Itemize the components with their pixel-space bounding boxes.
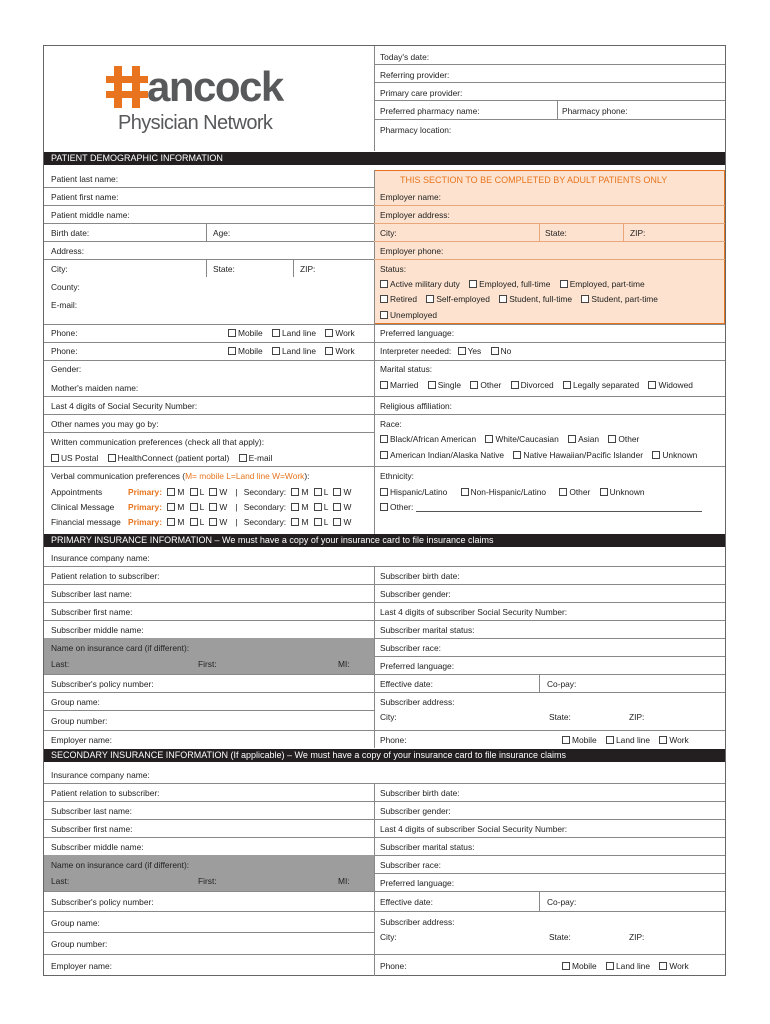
todays-date-label: Today's date:	[380, 52, 430, 62]
secondary-sub-marital-label: Subscriber marital status:	[380, 842, 475, 852]
verbal-row-appointments: Appointments	[51, 487, 103, 497]
checkbox[interactable]	[461, 488, 469, 496]
secondary-sub-race-label: Subscriber race:	[380, 860, 441, 870]
preferred-pharmacy-label: Preferred pharmacy name:	[380, 106, 480, 116]
checkbox[interactable]	[108, 454, 116, 462]
patient-last-name-label: Patient last name:	[51, 174, 119, 184]
checkbox[interactable]	[209, 503, 217, 511]
address-label: Address:	[51, 246, 85, 256]
checkbox[interactable]	[190, 488, 198, 496]
checkbox[interactable]	[380, 488, 388, 496]
primary-sub-marital-label: Subscriber marital status:	[380, 625, 475, 635]
checkbox[interactable]	[325, 329, 333, 337]
checkbox[interactable]	[272, 329, 280, 337]
patient-middle-name-label: Patient middle name:	[51, 210, 130, 220]
secondary-relation-label: Patient relation to subscriber:	[51, 788, 160, 798]
secondary-sub-address-label: Subscriber address:	[380, 917, 455, 927]
checkbox[interactable]	[333, 518, 341, 526]
primary-sub-ssn-label: Last 4 digits of subscriber Social Security Number:	[380, 607, 568, 617]
referring-provider-label: Referring provider:	[380, 70, 450, 80]
secondary-group-number-label: Group number:	[51, 939, 108, 949]
primary-state-label: State:	[549, 712, 571, 722]
secondary-state-label: State:	[549, 932, 571, 942]
checkbox[interactable]	[291, 518, 299, 526]
status-options-row2: Retired Self-employed Student, full-time Student, part-time	[380, 294, 665, 304]
ethnicity-other: Other:	[380, 502, 413, 512]
interpreter-row: Interpreter needed: Yes No	[380, 346, 512, 356]
demographic-header: PATIENT DEMOGRAPHIC INFORMATION	[44, 152, 725, 165]
checkbox[interactable]	[560, 280, 568, 288]
phone-label-1: Phone:	[51, 328, 78, 338]
checkbox[interactable]	[469, 280, 477, 288]
secondary-phone-types: Mobile Land line Work	[562, 961, 696, 971]
primary-pref-lang-label: Preferred language:	[380, 661, 455, 671]
county-label: County:	[51, 282, 80, 292]
checkbox[interactable]	[426, 295, 434, 303]
primary-effective-label: Effective date:	[380, 679, 433, 689]
marital-options: Married Single Other Divorced Legally separated Widowed	[380, 380, 700, 390]
secondary-employer-label: Employer name:	[51, 961, 112, 971]
employer-name-label: Employer name:	[380, 192, 441, 202]
checkbox[interactable]	[428, 381, 436, 389]
secondary-card-first-label: First:	[198, 876, 217, 886]
employer-address-label: Employer address:	[380, 210, 450, 220]
primary-phone-types: Mobile Land line Work	[562, 735, 696, 745]
primary-sub-first-label: Subscriber first name:	[51, 607, 133, 617]
primary-sub-gender-label: Subscriber gender:	[380, 589, 451, 599]
primary-insurance-header: PRIMARY INSURANCE INFORMATION – We must have a copy of your insurance card to file insurance claims	[44, 534, 725, 547]
secondary-zip-label: ZIP:	[629, 932, 645, 942]
checkbox[interactable]	[562, 736, 570, 744]
checkbox[interactable]	[380, 451, 388, 459]
secondary-group-name-label: Group name:	[51, 918, 100, 928]
pharmacy-location-label: Pharmacy location:	[380, 125, 452, 135]
status-options-row3: Unemployed	[380, 310, 444, 320]
adult-city-label: City:	[380, 228, 397, 238]
verbal-options-clinical: Primary: M L W | Secondary: M L W	[128, 502, 352, 512]
checkbox[interactable]	[652, 451, 660, 459]
secondary-sub-last-label: Subscriber last name:	[51, 806, 132, 816]
checkbox[interactable]	[333, 488, 341, 496]
checkbox[interactable]	[568, 435, 576, 443]
checkbox[interactable]	[314, 488, 322, 496]
primary-group-number-label: Group number:	[51, 716, 108, 726]
primary-card-mi-label: MI:	[338, 659, 350, 669]
hancock-logo	[44, 46, 374, 152]
status-label: Status:	[380, 264, 407, 274]
written-pref-options: US Postal HealthConnect (patient portal) E-mail	[51, 453, 279, 463]
gender-label: Gender:	[51, 364, 82, 374]
secondary-card-last-label: Last:	[51, 876, 70, 886]
checkbox[interactable]	[209, 488, 217, 496]
verbal-row-financial: Financial message	[51, 517, 121, 527]
written-pref-label: Written communication preferences (check all that apply):	[51, 437, 265, 447]
primary-card-name-label: Name on insurance card (if different):	[51, 643, 190, 653]
checkbox[interactable]	[51, 454, 59, 462]
primary-sub-middle-label: Subscriber middle name:	[51, 625, 144, 635]
preferred-language-label: Preferred language:	[380, 328, 455, 338]
status-options-row1: Active military duty Employed, full-time Employed, part-time	[380, 279, 652, 289]
verbal-pref-label: Verbal communication preferences (M= mobile L=Land line W=Work):	[51, 471, 310, 481]
checkbox[interactable]	[380, 381, 388, 389]
maiden-name-label: Mother's maiden name:	[51, 383, 139, 393]
checkbox[interactable]	[272, 347, 280, 355]
adult-state-label: State:	[545, 228, 567, 238]
primary-group-name-label: Group name:	[51, 697, 100, 707]
adult-section-banner: THIS SECTION TO BE COMPLETED BY ADULT PATIENTS ONLY	[400, 175, 668, 185]
secondary-sub-first-label: Subscriber first name:	[51, 824, 133, 834]
checkbox[interactable]	[511, 381, 519, 389]
primary-company-label: Insurance company name:	[51, 553, 150, 563]
race-options-row1: Black/African American White/Caucasian Asian Other	[380, 434, 646, 444]
primary-relation-label: Patient relation to subscriber:	[51, 571, 160, 581]
secondary-sub-ssn-label: Last 4 digits of subscriber Social Security Number:	[380, 824, 568, 834]
ethnicity-options: Hispanic/Latino Non-Hispanic/Latino Other Unknown	[380, 487, 652, 497]
email-label: E-mail:	[51, 300, 78, 310]
checkbox[interactable]	[559, 488, 567, 496]
logo-subtitle: Physician Network	[118, 112, 273, 134]
secondary-phone-label: Phone:	[380, 961, 407, 971]
checkbox[interactable]	[380, 280, 388, 288]
registration-form	[43, 45, 726, 976]
checkbox[interactable]	[228, 347, 236, 355]
checkbox[interactable]	[228, 329, 236, 337]
checkbox[interactable]	[209, 518, 217, 526]
primary-sub-birth-label: Subscriber birth date:	[380, 571, 460, 581]
verbal-options-appointments: Primary: M L W | Secondary: M L W	[128, 487, 352, 497]
checkbox[interactable]	[239, 454, 247, 462]
secondary-card-mi-label: MI:	[338, 876, 350, 886]
checkbox[interactable]	[333, 503, 341, 511]
secondary-city-label: City:	[380, 932, 397, 942]
checkbox[interactable]	[581, 295, 589, 303]
primary-sub-address-label: Subscriber address:	[380, 697, 455, 707]
city-label: City:	[51, 264, 68, 274]
primary-employer-label: Employer name:	[51, 735, 112, 745]
checkbox[interactable]	[190, 518, 198, 526]
primary-policy-label: Subscriber's policy number:	[51, 679, 154, 689]
secondary-pref-lang-label: Preferred language:	[380, 878, 455, 888]
ethnicity-label: Ethnicity:	[380, 471, 414, 481]
checkbox[interactable]	[190, 503, 198, 511]
primary-city-label: City:	[380, 712, 397, 722]
checkbox[interactable]	[167, 518, 175, 526]
ssn-label: Last 4 digits of Social Security Number:	[51, 401, 198, 411]
employer-phone-label: Employer phone:	[380, 246, 444, 256]
primary-card-last-label: Last:	[51, 659, 70, 669]
checkbox[interactable]	[314, 503, 322, 511]
checkbox[interactable]	[325, 347, 333, 355]
race-label: Race:	[380, 419, 402, 429]
secondary-insurance-header: SECONDARY INSURANCE INFORMATION (If applicable) – We must have a copy of your insurance card to file insurance claims	[44, 749, 725, 762]
race-options-row2: American Indian/Alaska Native Native Hawaiian/Pacific Islander Unknown	[380, 450, 704, 460]
checkbox[interactable]	[563, 381, 571, 389]
checkbox[interactable]	[600, 488, 608, 496]
checkbox[interactable]	[380, 295, 388, 303]
verbal-options-financial: Primary: M L W | Secondary: M L W	[128, 517, 352, 527]
checkbox[interactable]	[659, 736, 667, 744]
phone-type-options-2: Mobile Land line Work	[228, 346, 362, 356]
primary-phone-label: Phone:	[380, 735, 407, 745]
primary-sub-race-label: Subscriber race:	[380, 643, 441, 653]
secondary-card-name-label: Name on insurance card (if different):	[51, 860, 190, 870]
marital-status-label: Marital status:	[380, 364, 433, 374]
checkbox[interactable]	[608, 435, 616, 443]
primary-zip-label: ZIP:	[629, 712, 645, 722]
secondary-copay-label: Co-pay:	[547, 897, 577, 907]
logo-wordmark: ancock	[147, 63, 283, 110]
checkbox[interactable]	[167, 488, 175, 496]
checkbox[interactable]	[485, 435, 493, 443]
secondary-company-label: Insurance company name:	[51, 770, 150, 780]
pharmacy-phone-label: Pharmacy phone:	[562, 106, 628, 116]
checkbox[interactable]	[291, 488, 299, 496]
religion-label: Religious affiliation:	[380, 401, 453, 411]
checkbox[interactable]	[491, 347, 499, 355]
checkbox[interactable]	[380, 311, 388, 319]
checkbox[interactable]	[314, 518, 322, 526]
checkbox[interactable]	[458, 347, 466, 355]
ethnicity-other-line[interactable]	[416, 511, 702, 512]
checkbox[interactable]	[659, 962, 667, 970]
primary-copay-label: Co-pay:	[547, 679, 577, 689]
verbal-row-clinical: Clinical Message	[51, 502, 115, 512]
checkbox[interactable]	[513, 451, 521, 459]
secondary-policy-label: Subscriber's policy number:	[51, 897, 154, 907]
checkbox[interactable]	[499, 295, 507, 303]
checkbox[interactable]	[167, 503, 175, 511]
age-label: Age:	[213, 228, 231, 238]
adult-zip-label: ZIP:	[630, 228, 646, 238]
phone-label-2: Phone:	[51, 346, 78, 356]
checkbox[interactable]	[380, 435, 388, 443]
state-label: State:	[213, 264, 235, 274]
checkbox[interactable]	[648, 381, 656, 389]
secondary-sub-birth-label: Subscriber birth date:	[380, 788, 460, 798]
cross-logo-icon	[106, 66, 148, 108]
zip-label: ZIP:	[300, 264, 316, 274]
secondary-sub-gender-label: Subscriber gender:	[380, 806, 451, 816]
checkbox[interactable]	[291, 503, 299, 511]
checkbox[interactable]	[470, 381, 478, 389]
birth-date-label: Birth date:	[51, 228, 90, 238]
checkbox[interactable]	[562, 962, 570, 970]
secondary-effective-label: Effective date:	[380, 897, 433, 907]
checkbox[interactable]	[606, 962, 614, 970]
primary-care-provider-label: Primary care provider:	[380, 88, 463, 98]
secondary-sub-middle-label: Subscriber middle name:	[51, 842, 144, 852]
patient-first-name-label: Patient first name:	[51, 192, 119, 202]
checkbox[interactable]	[606, 736, 614, 744]
primary-sub-last-label: Subscriber last name:	[51, 589, 132, 599]
checkbox[interactable]	[380, 503, 388, 511]
primary-card-first-label: First:	[198, 659, 217, 669]
other-names-label: Other names you may go by:	[51, 419, 159, 429]
phone-type-options-1: Mobile Land line Work	[228, 328, 362, 338]
